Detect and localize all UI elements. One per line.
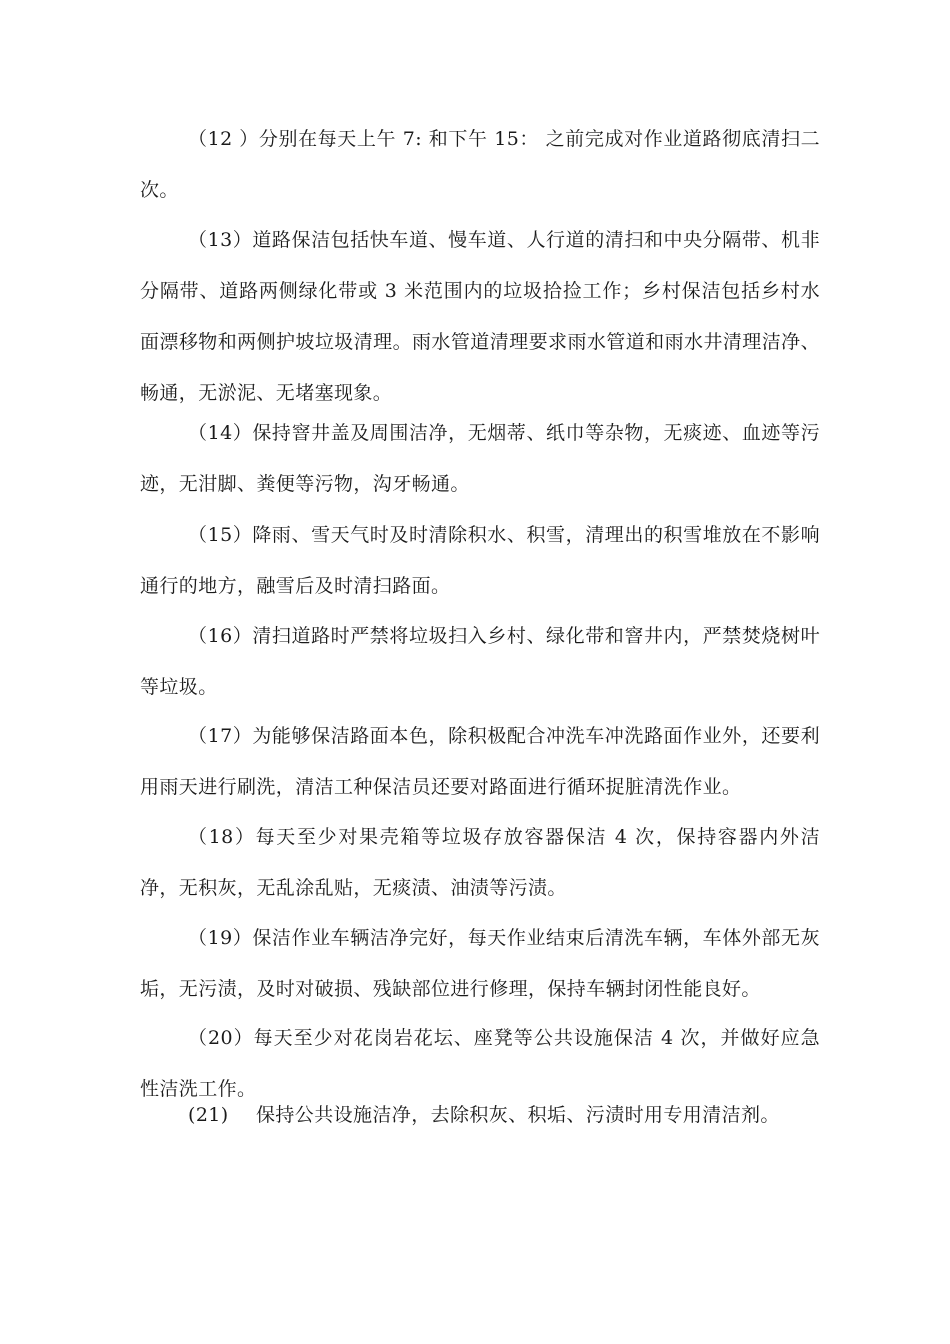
paragraph-item-19: （19）保洁作业车辆洁净完好，每天作业结束后清洗车辆，车体外部无灰垢，无污渍，及时对破损、残缺部位进行修理，保持车辆封闭性能良好。 — [140, 927, 820, 1000]
item-number-21: (21) — [188, 1104, 229, 1126]
paragraph-item-14: （14）保持窨井盖及周围洁净，无烟蒂、纸巾等杂物，无痰迹、血迹等污迹，无泔脚、粪便等污物，沟牙畅通。 — [140, 422, 820, 495]
item-text-21: 保持公共设施洁净，去除积灰、积垢、污渍时用专用清洁剂。 — [256, 1104, 780, 1126]
paragraph-item-13: （13）道路保洁包括快车道、慢车道、人行道的清扫和中央分隔带、机非分隔带、道路两侧绿化带或 3 米范围内的垃圾拾捡工作；乡村保洁包括乡村水面漂移物和两侧护坡垃圾清理。雨水管道清理要求雨水管道和雨水井清理洁净、畅通，无淤泥、无堵塞现象。 — [140, 229, 820, 404]
paragraph-item-20: （20）每天至少对花岗岩花坛、座凳等公共设施保洁 4 次，并做好应急性洁洗工作。 — [140, 1027, 820, 1100]
paragraph-item-15: （15）降雨、雪天气时及时清除积水、积雪，清理出的积雪堆放在不影响通行的地方，融雪后及时清扫路面。 — [140, 524, 820, 597]
paragraph-item-18: （18）每天至少对果壳箱等垃圾存放容器保洁 4 次，保持容器内外洁净，无积灰，无乱涂乱贴，无痰渍、油渍等污渍。 — [140, 826, 820, 899]
paragraph-item-17: （17）为能够保洁路面本色，除积极配合冲洗车冲洗路面作业外，还要利用雨天进行刷洗，清洁工种保洁员还要对路面进行循环捉脏清洗作业。 — [140, 725, 820, 798]
paragraph-item-21 — [140, 1090, 780, 1141]
paragraph-item-16: （16）清扫道路时严禁将垃圾扫入乡村、绿化带和窨井内，严禁焚烧树叶等垃圾。 — [140, 625, 820, 698]
paragraph-item-12: （12 ）分别在每天上午 7: 和下午 15： 之前完成对作业道路彻底清扫二次。 — [140, 128, 820, 201]
